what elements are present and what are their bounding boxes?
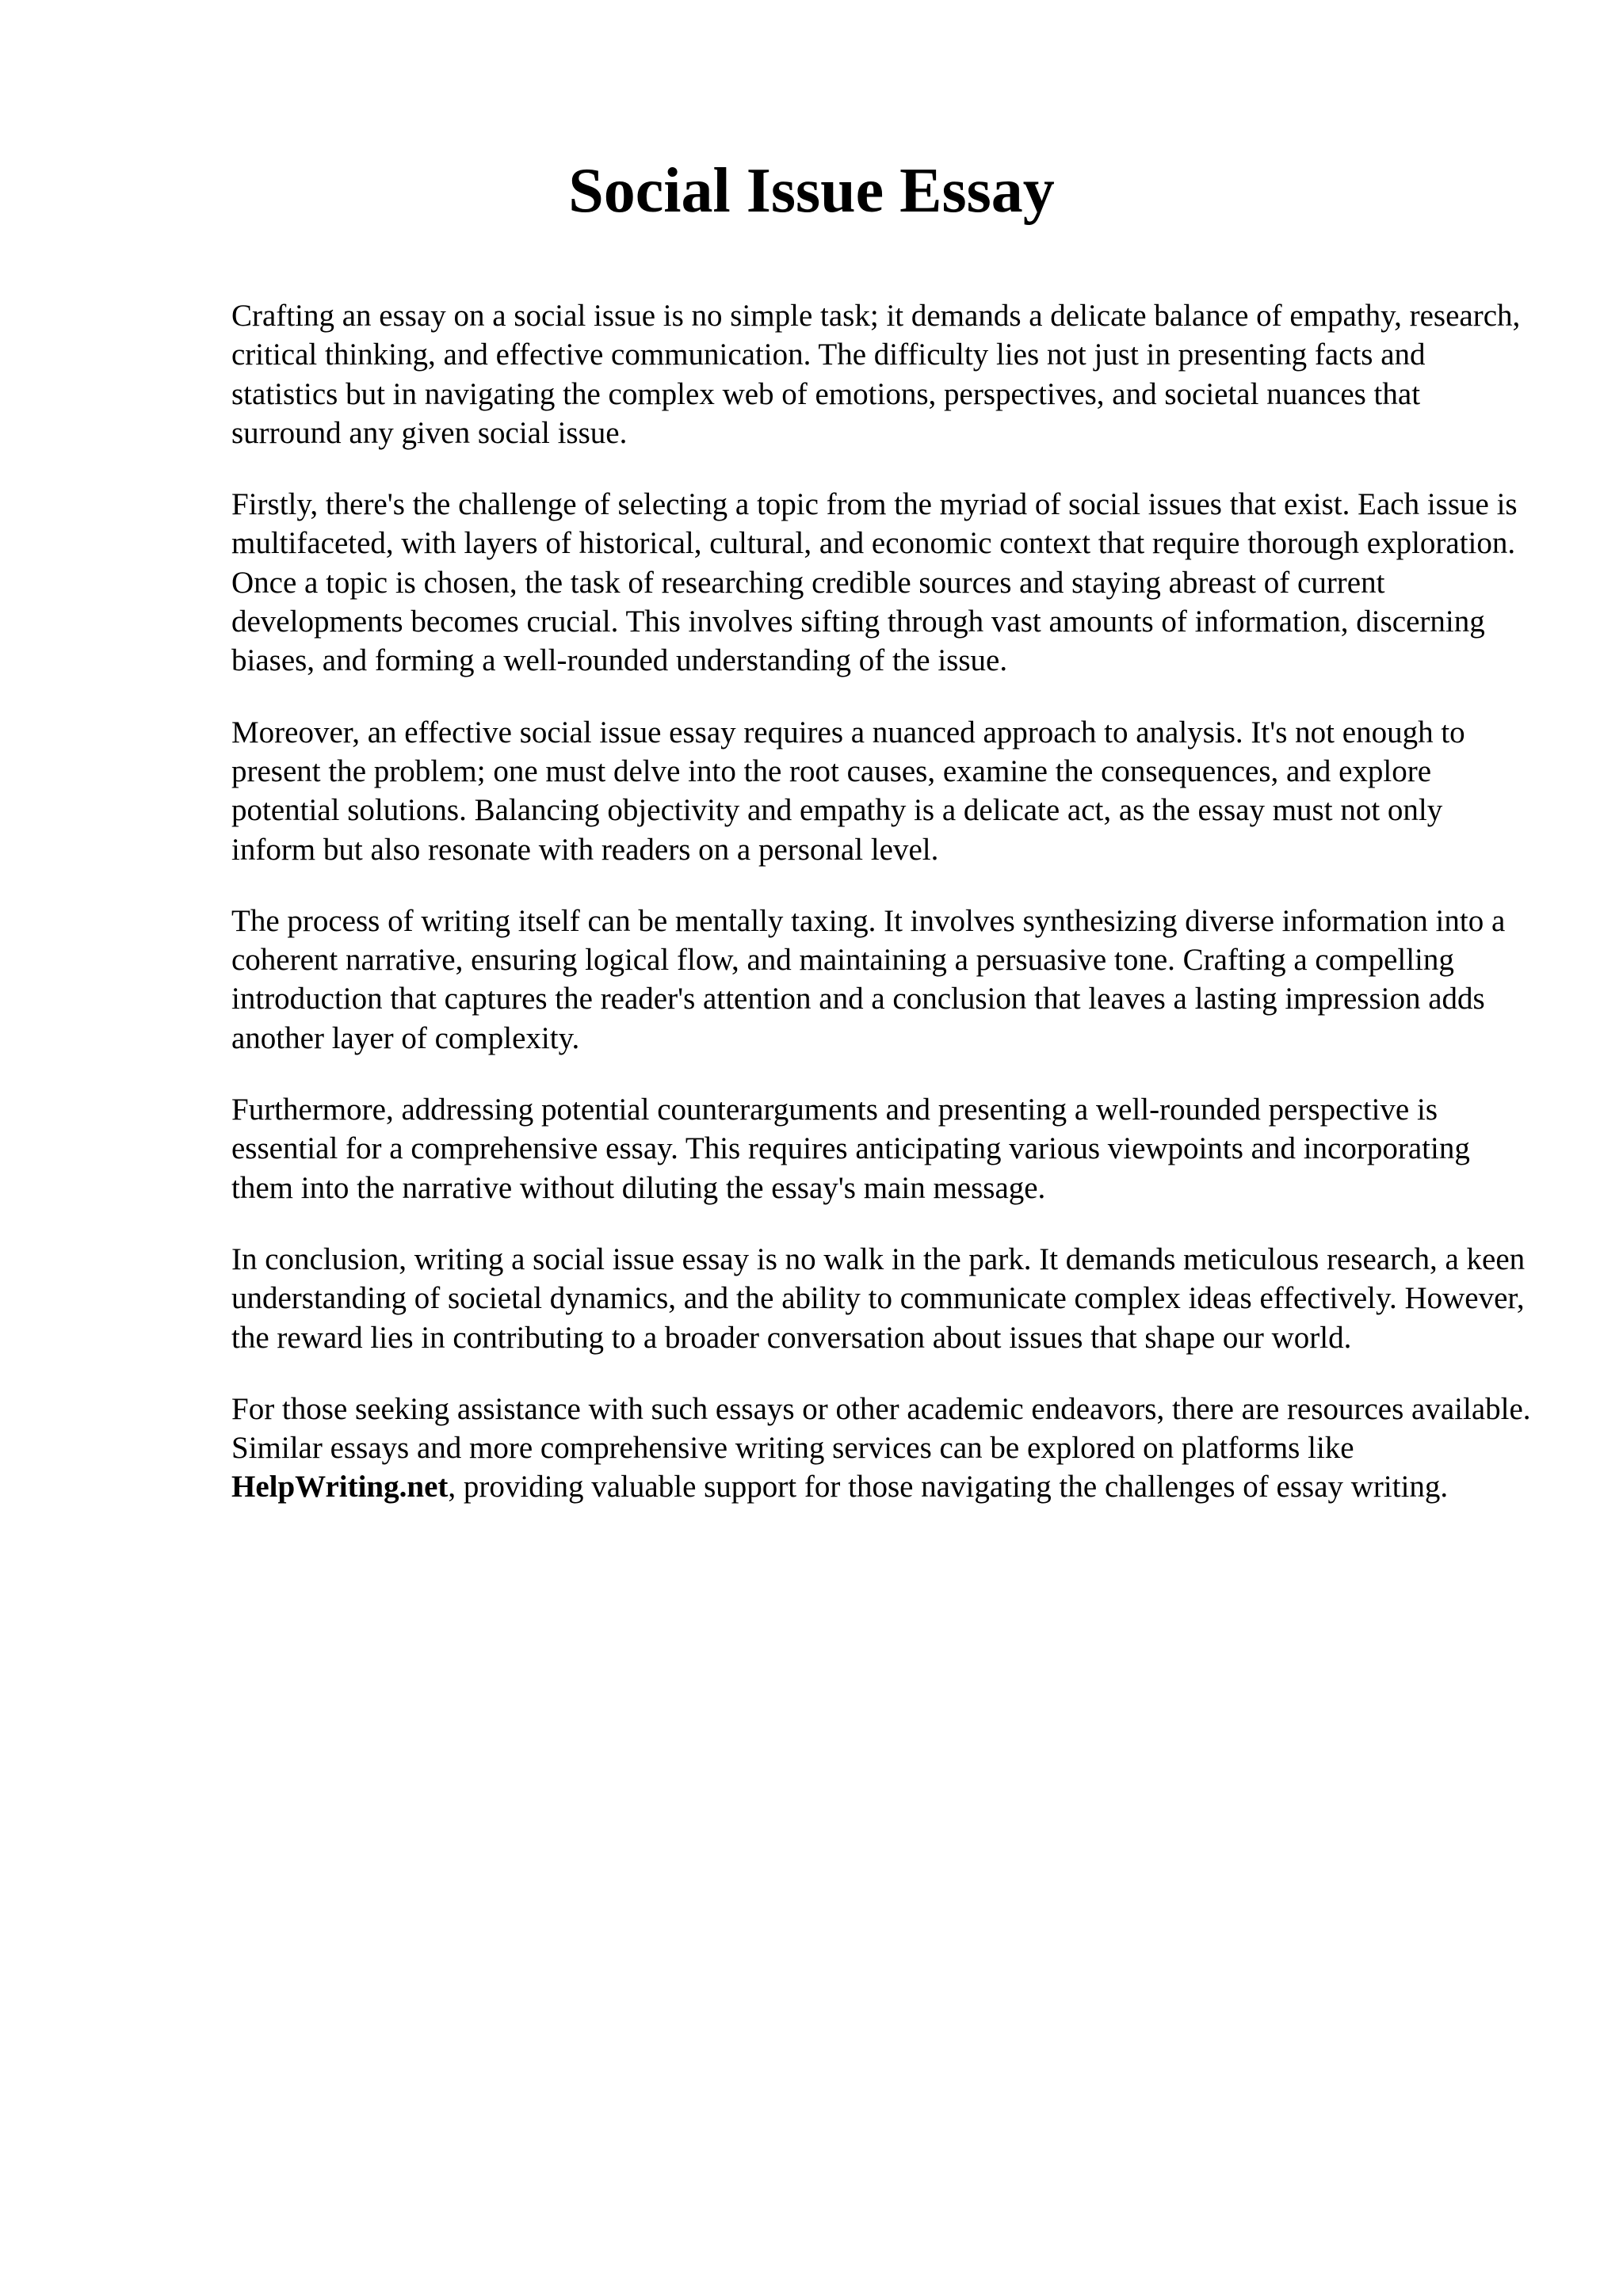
page-title: Social Issue Essay [568, 156, 1055, 226]
paragraph-1: Crafting an essay on a social issue is no simple task; it demands a delicate balance of empathy, research, critical thinking, and effective communication. The difficulty lies not just in presenting facts and statistics but in navigating the complex web of emotions, perspectives, and societal nuances that surround any given social issue. [231, 299, 1521, 450]
paragraph-2: Firstly, there's the challenge of selecting a topic from the myriad of social issues that exist. Each issue is multifaceted, with layers of historical, cultural, and economic context that require thorough exploration. Once a topic is chosen, the task of researching credible sources and staying abreast of current developments becomes crucial. This involves sifting through vast amounts of information, discerning biases, and forming a well-rounded understanding of the issue. [231, 487, 1518, 678]
paragraph-5: Furthermore, addressing potential counterarguments and presenting a well-rounded perspective is essential for a comprehensive essay. This requires anticipating various viewpoints and incorporating them into the narrative without diluting the essay's main message. [231, 1093, 1470, 1205]
paragraph-3: Moreover, an effective social issue essay requires a nuanced approach to analysis. It's not enough to present the problem; one must delve into the root causes, examine the consequences, and explore potential solutions. Balancing objectivity and empathy is a delicate act, as the essay must not only inform but also resonate with readers on a personal level. [231, 715, 1465, 867]
paragraph-7 [231, 1390, 1531, 1507]
helpwriting-link[interactable]: HelpWriting.net [231, 1470, 449, 1505]
paragraph-4: The process of writing itself can be mentally taxing. It involves synthesizing diverse information into a coherent narrative, ensuring logical flow, and maintaining a persuasive tone. Crafting a compelling introduction that captures the reader's attention and a conclusion that leaves a lasting impression adds another layer of complexity. [231, 903, 1506, 1055]
essay-body [231, 296, 1531, 1539]
paragraph-7-text-after: , providing valuable support for those navigating the challenges of essay writing. [448, 1470, 1449, 1505]
paragraph-6: In conclusion, writing a social issue essay is no walk in the park. It demands meticulous research, a keen understanding of societal dynamics, and the ability to communicate complex ideas effectively. However, the reward lies in contributing to a broader conversation about issues that shape our world. [231, 1241, 1526, 1355]
paragraph-7-text-before: For those seeking assistance with such essays or other academic endeavors, there are resources available. Similar essays and more comprehensive writing services can be explored on platforms like [231, 1391, 1531, 1466]
